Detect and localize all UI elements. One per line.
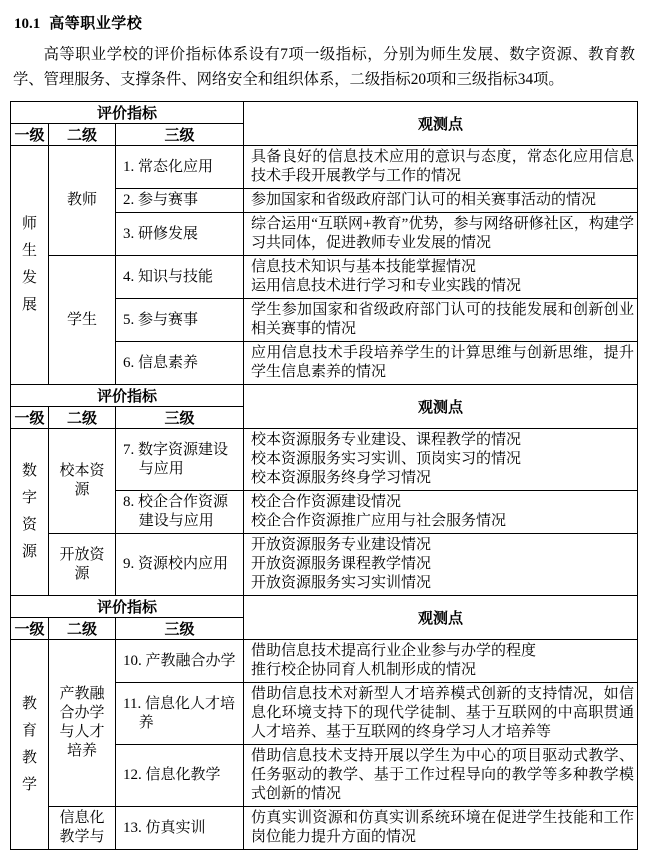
observation-line: 校本资源服务实习实训、顶岗实习的情况 [251,451,522,467]
level1-cell [11,640,49,850]
observation-line: 开放资源服务实习实训情况 [251,575,432,591]
observation-cell [244,429,638,491]
title-text: 高等职业学校 [49,16,143,32]
level3-cell: 1. 常态化应用 [116,146,244,189]
observation-cell [244,146,638,189]
level2-cell [49,146,116,256]
header-level3: 三级 [116,407,244,429]
observation-line: 校企合作资源建设情况 [251,494,402,510]
level1-label: 教育教学 [21,695,37,793]
observation-line: 开放资源服务专业建设情况 [251,537,432,553]
header-level2: 二级 [49,407,116,429]
level2-label: 开放资源 [59,546,105,582]
header-eval-indicators: 评价指标 [11,596,244,618]
level3-cell: 13. 仿真实训 [116,807,244,850]
level3-cell: 6. 信息素养 [116,342,244,385]
observation-line: 具备良好的信息技术应用的意识与态度，常态化应用信息技术手段开展教学与工作的情况 [251,149,635,184]
level3-cell: 10. 产教融合办学 [116,640,244,683]
table-row [11,640,638,683]
level3-cell: 11. 信息化人才培养 [116,683,244,745]
level2-cell [49,429,116,534]
header-level1: 一级 [11,618,49,640]
observation-cell [244,534,638,596]
header-level3: 三级 [116,124,244,146]
observation-line: 学生参加国家和省级政府部门认可的技能发展和创新创业相关赛事的情况 [251,302,635,337]
level3-cell: 5. 参与赛事 [116,299,244,342]
level3-cell: 9. 资源校内应用 [116,534,244,596]
observation-line: 运用信息技术进行学习和专业实践的情况 [251,278,522,294]
observation-line: 校企合作资源推广应用与社会服务情况 [251,513,507,529]
level2-label: 校本资源 [59,463,105,498]
observation-cell [244,683,638,745]
header-eval-indicators: 评价指标 [11,102,244,124]
observation-line: 开放资源服务课程教学情况 [251,556,432,572]
observation-line: 校本资源服务终身学习情况 [251,470,432,486]
table-row [11,534,638,596]
level2-label: 学生 [66,311,97,328]
observation-line: 综合运用“互联网+教育”优势，参与网络研修社区，构建学习共同体，促进教师专业发展的情况 [251,216,635,251]
observation-line: 借助信息技术提高行业企业参与办学的程度 [251,643,537,659]
observation-line: 参加国家和省级政府部门认可的相关赛事活动的情况 [251,192,597,208]
observation-cell [244,491,638,534]
level2-cell [49,256,116,385]
header-level2: 二级 [49,124,116,146]
level3-cell: 3. 研修发展 [116,213,244,256]
observation-cell [244,640,638,683]
level2-label: 教师 [66,192,97,208]
table-row [11,807,638,850]
level1-label: 数字资源 [21,463,37,560]
observation-line: 借助信息技术对新型人才培养模式创新的支持情况，如信息化环境支持下的现代学徒制、基于互联网的中高职贯通人才培养、基于互联网的终身学习人才培养等 [251,686,635,740]
observation-cell [244,745,638,807]
header-level2: 二级 [49,618,116,640]
header-level1: 一级 [11,124,49,146]
header-observation-points: 观测点 [244,596,638,640]
level1-label: 师生发展 [21,216,37,313]
header-observation-points: 观测点 [244,385,638,429]
intro-paragraph: 高等职业学校的评价指标体系设有7项一级指标，分别为师生发展、数字资源、教育教学、管理服务、支撑条件、网络安全和组织体系，二级指标20项和三级指标34项。 [13,46,635,88]
level2-cell [49,807,116,850]
observation-cell [244,342,638,385]
level2-cell [49,534,116,596]
table-row [11,146,638,189]
header-level1: 一级 [11,407,49,429]
observation-cell [244,807,638,850]
level3-cell: 8. 校企合作资源建设与应用 [116,491,244,534]
observation-cell [244,256,638,299]
observation-line: 推行校企协同育人机制形成的情况 [251,662,477,678]
evaluation-table [10,101,638,850]
level3-cell: 12. 信息化教学 [116,745,244,807]
header-level3: 三级 [116,618,244,640]
level1-cell [11,146,49,385]
level2-cell [49,640,116,807]
level3-cell: 7. 数字资源建设与应用 [116,429,244,491]
observation-line: 应用信息技术手段培养学生的计算思维与创新思维，提升学生信息素养的情况 [251,345,635,380]
table-row [11,429,638,491]
page-title [14,12,637,33]
observation-line: 信息技术知识与基本技能掌握情况 [251,259,477,275]
header-observation-points: 观测点 [244,102,638,146]
observation-line: 仿真实训资源和仿真实训系统环境在促进学生技能和工作岗位能力提升方面的情况 [251,810,635,845]
level2-label: 产教融合办学与人才培养 [59,686,105,759]
title-number: 10.1 [14,16,41,32]
level2-label: 信息化教学与 [59,810,105,845]
observation-cell [244,299,638,342]
level3-cell: 2. 参与赛事 [116,189,244,213]
level3-cell: 4. 知识与技能 [116,256,244,299]
observation-line: 借助信息技术支持开展以学生为中心的项目驱动式教学、任务驱动的教学、基于工作过程导向的教学等多种教学模式创新的情况 [251,748,635,802]
level1-cell [11,429,49,596]
header-eval-indicators: 评价指标 [11,385,244,407]
table-row [11,256,638,299]
observation-cell [244,189,638,213]
observation-cell [244,213,638,256]
observation-line: 校本资源服务专业建设、课程教学的情况 [251,432,522,448]
